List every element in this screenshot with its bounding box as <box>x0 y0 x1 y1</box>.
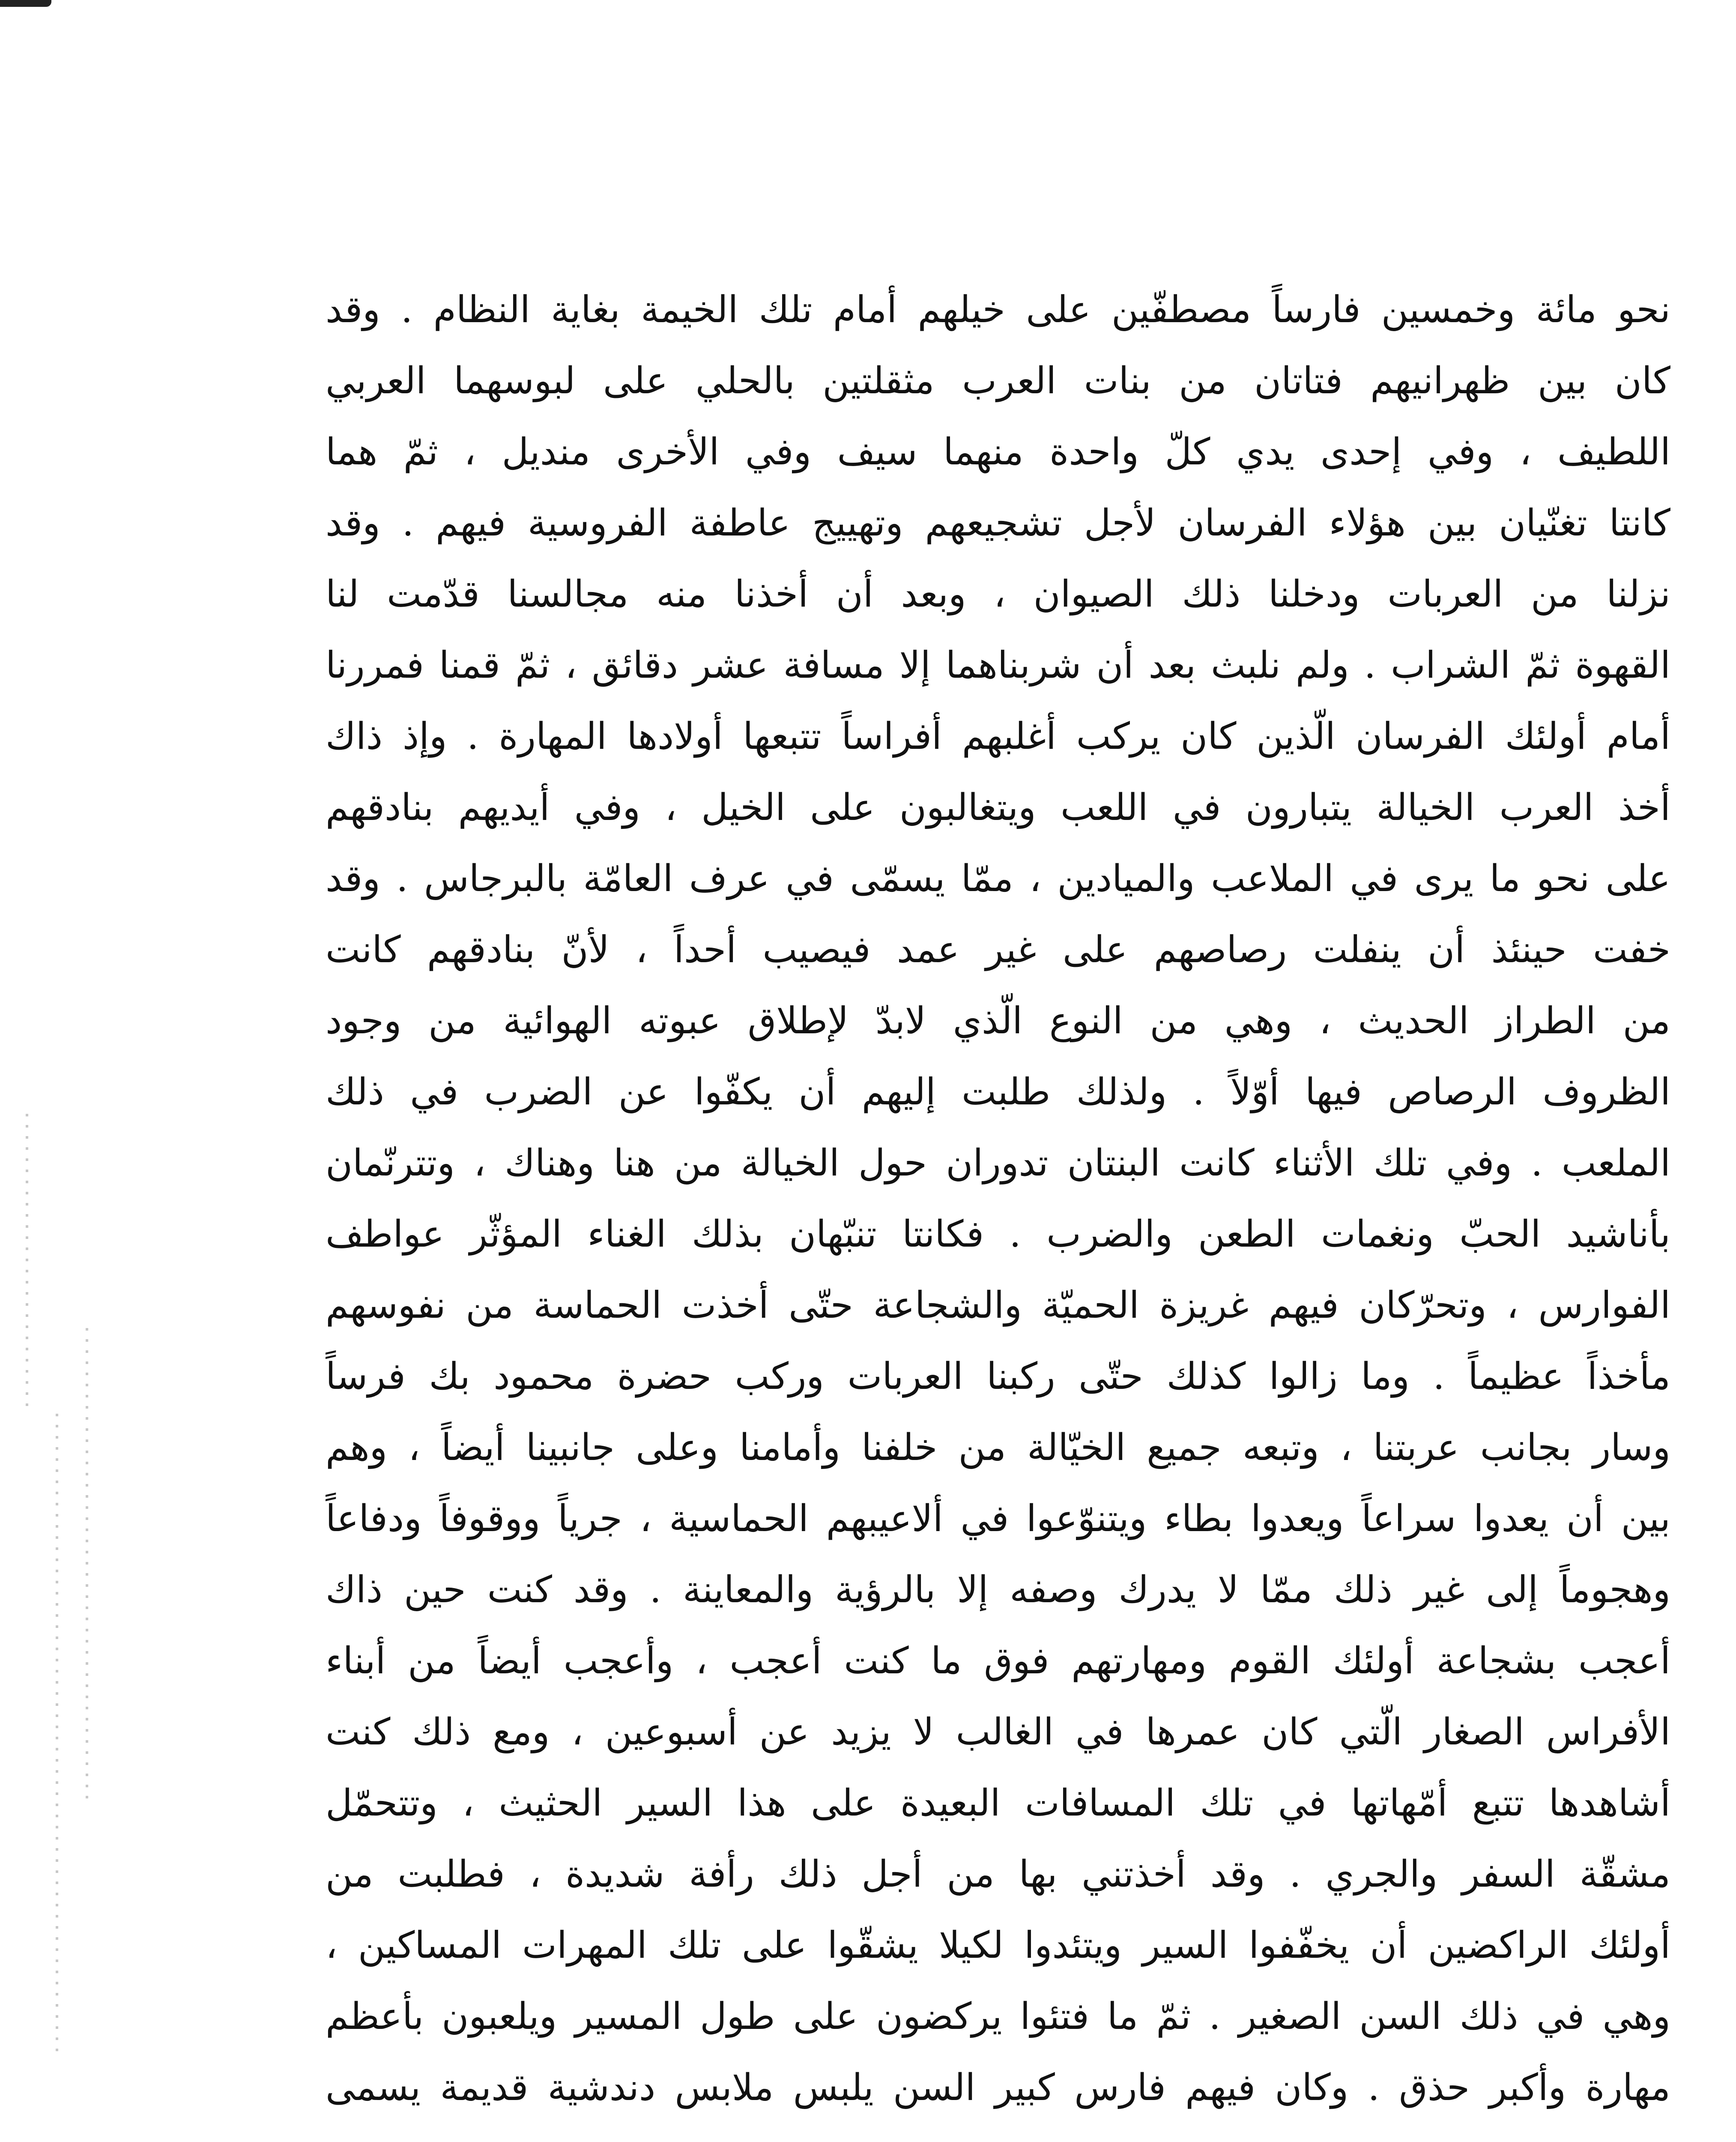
text-line: مشقّة السفر والجري . وقد أخذتني بها من أجل ذلك رأفة شديدة ، فطلبت من <box>326 1853 1670 1896</box>
text-line: نحو مائة وخمسين فارساً مصطفّين على خيلهم أمام تلك الخيمة بغاية النظام . وقد <box>326 288 1670 331</box>
text-line: على نحو ما يرى في الملاعب والميادين ، ممّا يسمّى في عرف العامّة بالبرجاس . وقد <box>326 857 1670 900</box>
text-line: أخذ العرب الخيالة يتبارون في اللعب ويتغالبون على الخيل ، وفي أيديهم بنادقهم <box>326 786 1670 829</box>
text-line: بأناشيد الحبّ ونغمات الطعن والضرب . فكانتا تنبّهان بذلك الغناء المؤثّر عواطف <box>326 1213 1670 1256</box>
text-line: وهجوماً إلى غير ذلك ممّا لا يدرك وصفه إلا بالرؤية والمعاينة . وقد كنت حين ذاك <box>326 1568 1670 1611</box>
text-line: القهوة ثمّ الشراب . ولم نلبث بعد أن شربناهما إلا مسافة عشر دقائق ، ثمّ قمنا فمررنا <box>326 644 1670 687</box>
text-line: الظروف الرصاص فيها أوّلاً . ولذلك طلبت إليهم أن يكفّوا عن الضرب في ذلك <box>326 1071 1670 1113</box>
text-line: من الطراز الحديث ، وهي من النوع الّذي لابدّ لإطلاق عبوته الهوائية من وجود <box>326 999 1670 1042</box>
text-line: كان بين ظهرانيهم فتاتان من بنات العرب مثقلتين بالحلي على لبوسهما العربي <box>326 359 1670 402</box>
scan-edge-speckle <box>86 1328 88 1799</box>
text-line: الملعب . وفي تلك الأثناء كانت البنتان تدوران حول الخيالة من هنا وهناك ، وتترنّمان <box>326 1142 1670 1185</box>
text-line: أولئك الراكضين أن يخفّفوا السير ويتئدوا لكيلا يشقّوا على تلك المهرات المساكين ، <box>326 1924 1670 1967</box>
text-line: وسار بجانب عربتنا ، وتبعه جميع الخيّالة من خلفنا وأمامنا وعلى جانبينا أيضاً ، وهم <box>326 1426 1670 1469</box>
text-line: اللطيف ، وفي إحدى يدي كلّ واحدة منهما سيف وفي الأخرى منديل ، ثمّ هما <box>326 431 1670 473</box>
body-text <box>326 274 1670 2123</box>
text-line: مهارة وأكبر حذق . وكان فيهم فارس كبير السن يلبس ملابس دندشية قديمة يسمى <box>326 2066 1670 2109</box>
scan-corner-mark <box>0 0 51 7</box>
text-line: كانتا تغنّيان بين هؤلاء الفرسان لأجل تشجيعهم وتهييج عاطفة الفروسية فيهم . وقد <box>326 502 1670 544</box>
text-line: مأخذاً عظيماً . وما زالوا كذلك حتّى ركبنا العربات وركب حضرة محمود بك فرساً <box>326 1355 1670 1398</box>
text-line: الفوارس ، وتحرّكان فيهم غريزة الحميّة والشجاعة حتّى أخذت الحماسة من نفوسهم <box>326 1284 1670 1327</box>
scan-edge-speckle <box>56 1414 58 2056</box>
text-line: أمام أولئك الفرسان الّذين كان يركب أغلبهم أفراساً تتبعها أولادها المهارة . وإذ ذاك <box>326 715 1670 758</box>
text-line: الأفراس الصغار الّتي كان عمرها في الغالب لا يزيد عن أسبوعين ، ومع ذلك كنت <box>326 1711 1670 1753</box>
text-line: وهي في ذلك السن الصغير . ثمّ ما فتئوا يركضون على طول المسير ويلعبون بأعظم <box>326 1995 1670 2038</box>
text-line: أشاهدها تتبع أمّهاتها في تلك المسافات البعيدة على هذا السير الحثيث ، وتتحمّل <box>326 1782 1670 1825</box>
text-line: أعجب بشجاعة أولئك القوم ومهارتهم فوق ما كنت أعجب ، وأعجب أيضاً من أبناء <box>326 1639 1670 1682</box>
scan-edge-speckle <box>26 1114 28 1414</box>
text-line: خفت حينئذ أن ينفلت رصاصهم على غير عمد فيصيب أحداً ، لأنّ بنادقهم كانت <box>326 928 1670 971</box>
text-line: بين أن يعدوا سراعاً ويعدوا بطاء ويتنوّعوا في ألاعيبهم الحماسية ، جرياً ووقوفاً ودفاعاً <box>326 1497 1670 1540</box>
text-line: نزلنا من العربات ودخلنا ذلك الصيوان ، وبعد أن أخذنا منه مجالسنا قدّمت لنا <box>326 573 1670 616</box>
